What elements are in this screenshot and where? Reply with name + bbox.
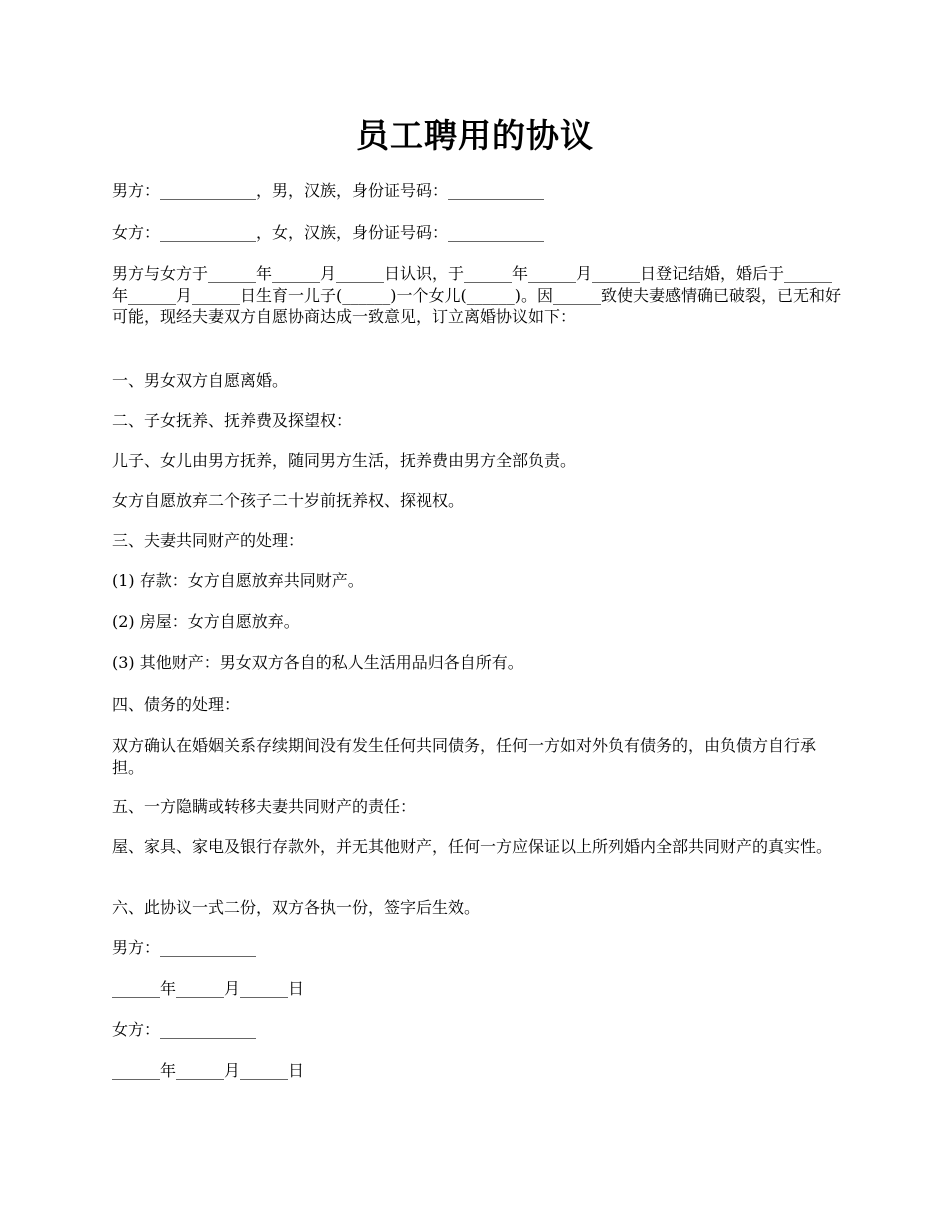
paragraph-custody: 儿子、女儿由男方抚养，随同男方生活，抚养费由男方全部负责。 [112, 451, 577, 470]
paragraph-intro: 男方与女方于______年______月______日认识，于______年______月______日登记结婚，婚后于______年______月______日生育一儿子(______)一个女儿(______)。因______致使夫妻感情确已破裂，已无和好可能，现经夫妻双方自愿协商达成一致意见，订立离婚协议如下： [112, 264, 841, 326]
paragraph-clause-4-heading: 四、债务的处理： [112, 695, 241, 714]
signature-wife: 女方：____________ [112, 1020, 257, 1039]
paragraph-clause-5-heading: 五、一方隐瞒或转移夫妻共同财产的责任： [112, 797, 417, 816]
paragraph-debt: 双方确认在婚姻关系存续期间没有发生任何共同债务，任何一方如对外负有债务的，由负债方自行承担。 [112, 736, 817, 777]
signature-husband: 男方：____________ [112, 938, 257, 957]
paragraph-clause-1: 一、男女双方自愿离婚。 [112, 371, 289, 390]
signature-husband-date: ______年______月______日 [112, 979, 305, 998]
paragraph-clause-6: 六、此协议一式二份，双方各执一份，签字后生效。 [112, 898, 481, 917]
paragraph-property-truth: 屋、家具、家电及银行存款外，并无其他财产，任何一方应保证以上所列婚内全部共同财产的真实性。 [112, 837, 833, 856]
paragraph-husband-info: 男方：____________，男，汉族，身份证号码：____________ [112, 181, 545, 200]
document-title: 员工聘用的协议 [356, 116, 594, 155]
paragraph-wife-info: 女方：____________，女，汉族，身份证号码：____________ [112, 223, 545, 242]
signature-wife-date: ______年______月______日 [112, 1061, 305, 1080]
paragraph-property-other: (3) 其他财产：男女双方各自的私人生活用品归各自所有。 [112, 653, 524, 672]
paragraph-property-house: (2) 房屋：女方自愿放弃。 [112, 612, 300, 631]
paragraph-clause-2-heading: 二、子女抚养、抚养费及探望权： [112, 411, 353, 430]
paragraph-property-savings: (1) 存款：女方自愿放弃共同财产。 [112, 571, 364, 590]
paragraph-clause-3-heading: 三、夫妻共同财产的处理： [112, 531, 305, 550]
paragraph-custody-waiver: 女方自愿放弃二个孩子二十岁前抚养权、探视权。 [112, 491, 465, 510]
